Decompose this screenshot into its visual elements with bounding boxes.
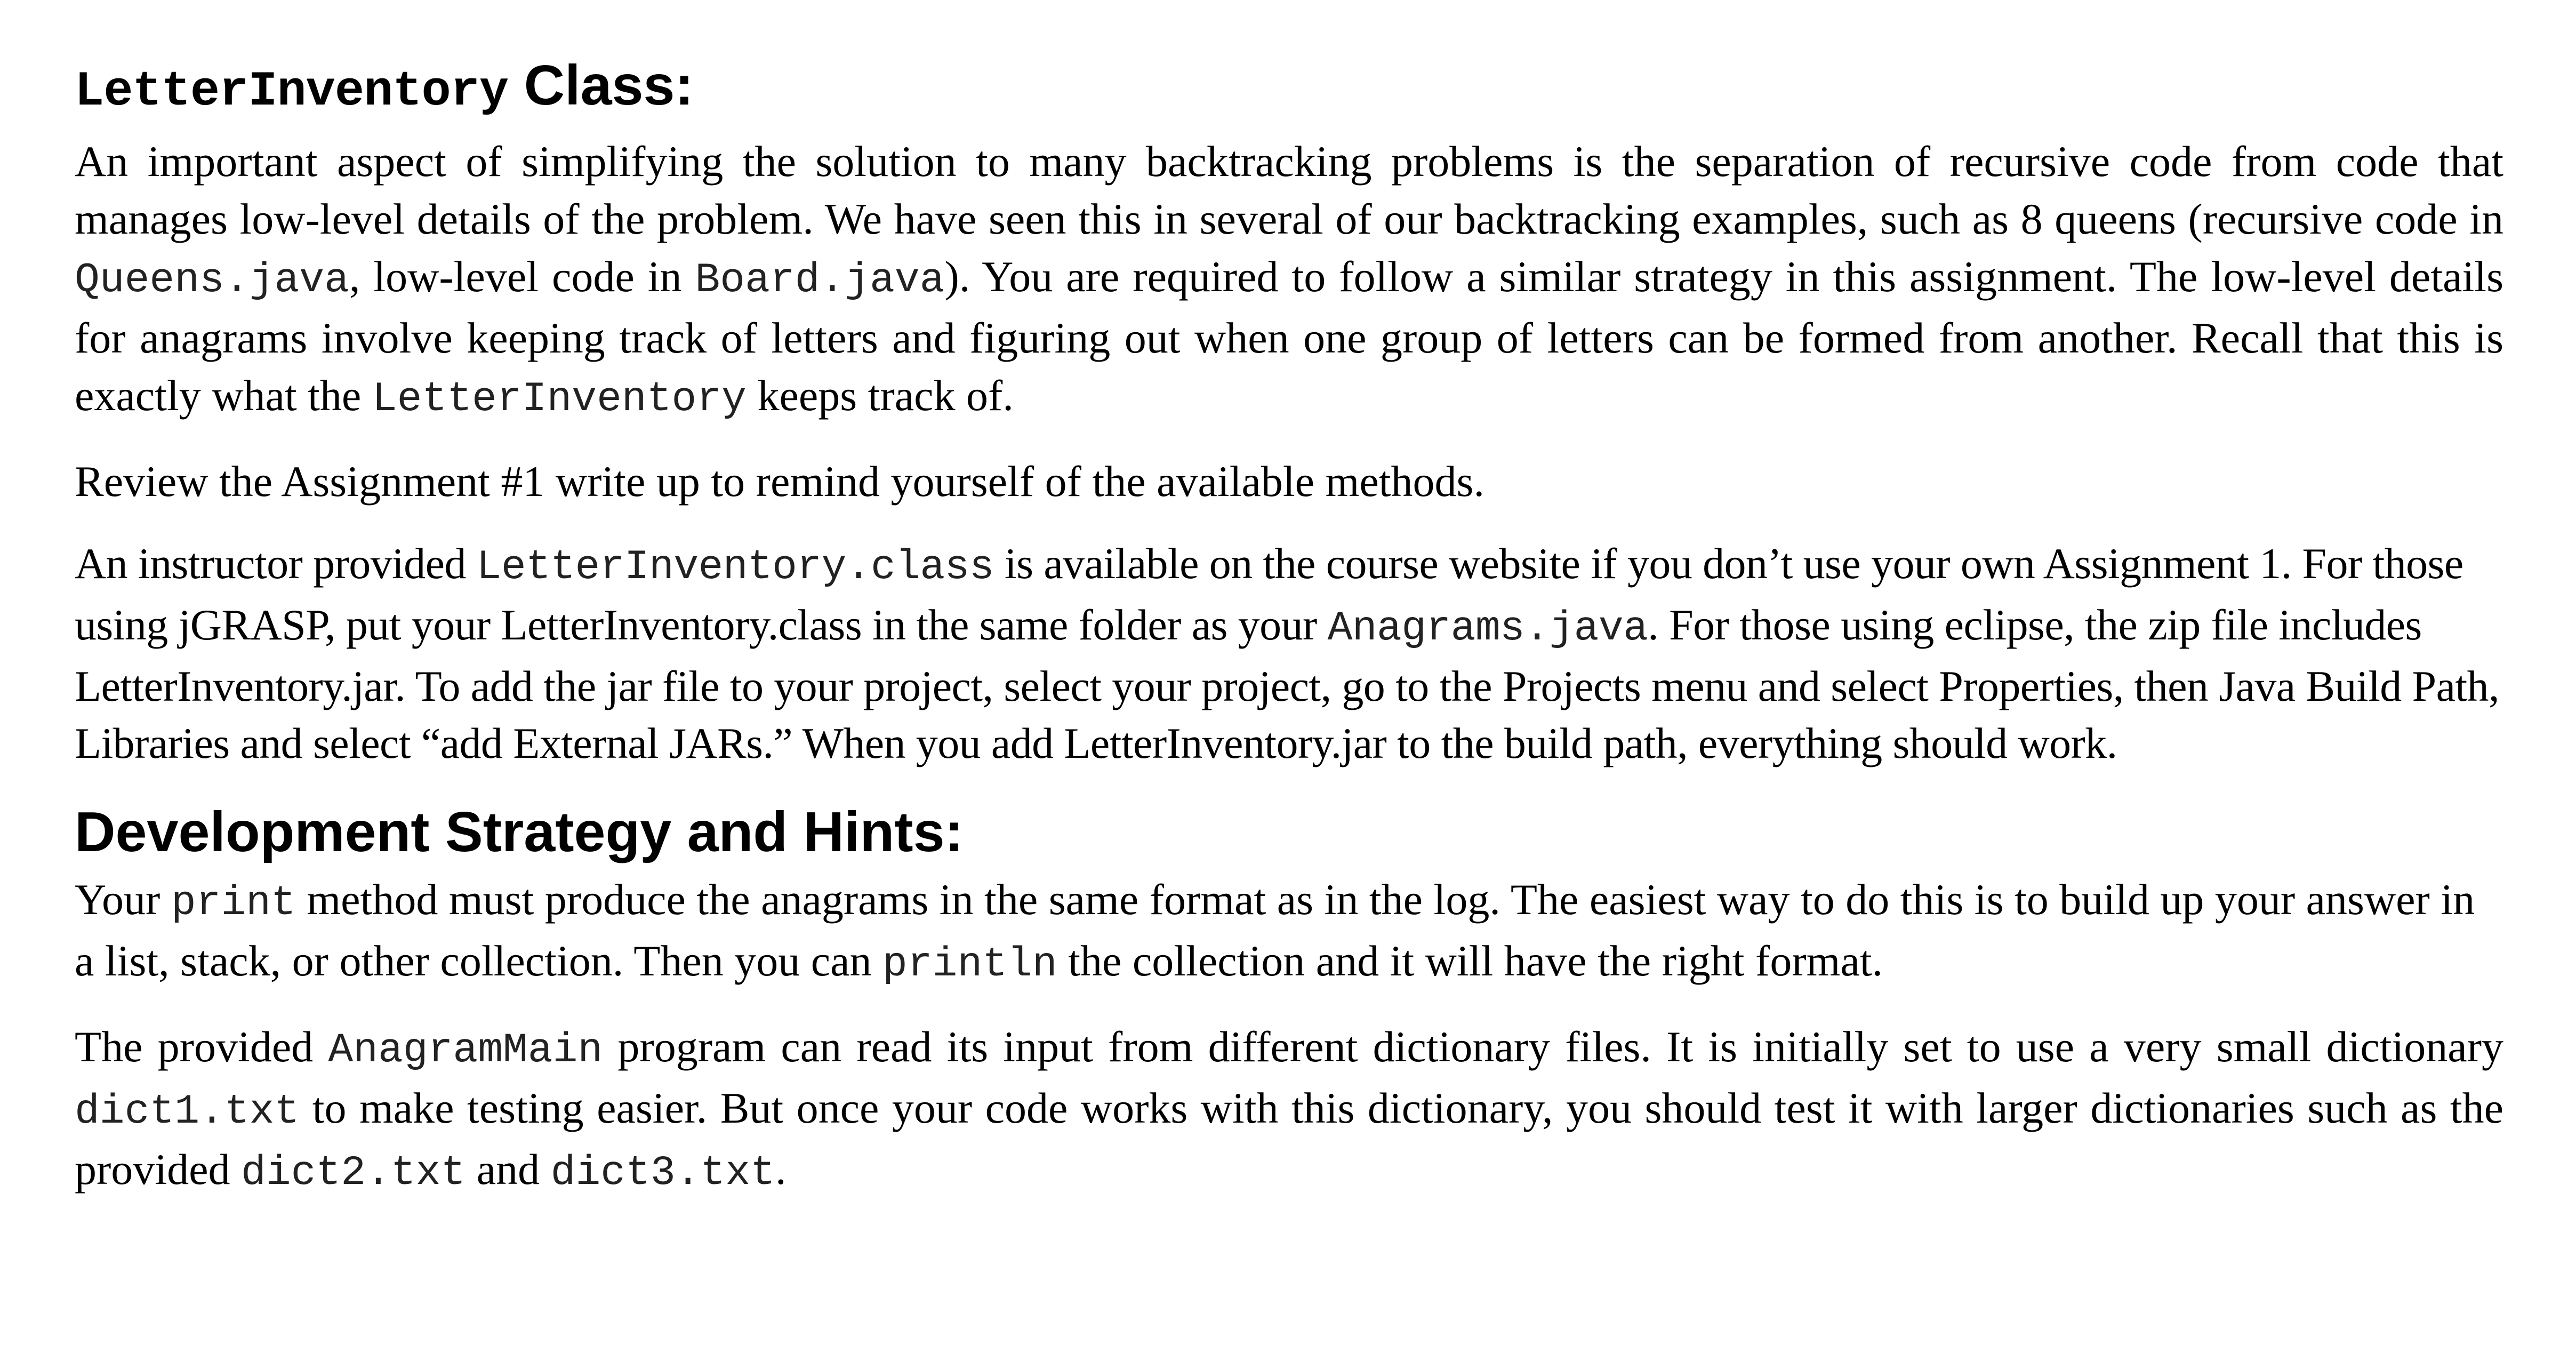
text-run: is available on the course website if you don’t use your own Assignment 1. For those using jGRASP, put your LetterInventory.class in the same folder as your (75, 539, 2463, 649)
text-run: . (775, 1145, 787, 1194)
code-letter-inventory-class: LetterInventory.class (476, 544, 994, 591)
text-run: An instructor provided (75, 539, 477, 588)
document-page (75, 51, 2503, 1227)
code-println: println (882, 941, 1057, 988)
text-run: and (466, 1145, 551, 1194)
code-anagrams-java: Anagrams.java (1327, 605, 1648, 652)
code-dict2-txt: dict2.txt (240, 1150, 466, 1197)
code-dict1-txt: dict1.txt (75, 1088, 300, 1135)
paragraph-instructor-provided (75, 535, 2503, 772)
paragraph-backtracking-separation (75, 133, 2503, 428)
code-anagram-main: AnagramMain (328, 1027, 603, 1074)
code-queens-java: Queens.java (75, 257, 349, 304)
text-run: . For those using eclipse, the zip file includes LetterInventory.jar. To add the jar file to your project, select your project, go to the Projects menu and select Properties, then Java Build Path, Libraries and select “add External JARs.” When you add LetterInventory.jar to the build path, everything should work. (75, 601, 2499, 767)
text-run: , low-level code in (349, 252, 695, 301)
paragraph-anagram-main (75, 1018, 2503, 1202)
text-run: keeps track of. (746, 371, 1014, 420)
code-print: print (171, 880, 296, 927)
text-run: ). You are required to follow a similar strategy in this assignment. The low-level details for anagrams involve keeping track of letters and figuring out when one group of letters can be formed from another. Recall that this is exactly what the (75, 252, 2503, 420)
code-board-java: Board.java (695, 257, 945, 304)
text-run: the collection and it will have the right format. (1057, 936, 1883, 985)
code-letter-inventory: LetterInventory (372, 376, 747, 423)
text-run: program can read its input from different dictionary files. It is initially set to use a very small dictionary (603, 1022, 2504, 1071)
text-run: to make testing easier. But once your code works with this dictionary, you should test it with larger dictionaries such as the provided (75, 1084, 2503, 1194)
text-run: An important aspect of simplifying the solution to many backtracking problems is the separation of recursive code from code that manages low-level details of the problem. We have seen this in several of our backtracking examples, such as 8 queens (recursive code in (75, 137, 2503, 243)
section-heading-letter-inventory (75, 51, 2503, 126)
paragraph-review-assignment: Review the Assignment #1 write up to remind yourself of the available methods. (75, 457, 1484, 506)
paragraph-print-method (75, 871, 2503, 994)
text-run: The provided (75, 1022, 328, 1071)
code-dict3-txt: dict3.txt (550, 1150, 775, 1197)
section-heading-development-strategy: Development Strategy and Hints: (75, 800, 964, 863)
text-run: Your (75, 875, 171, 924)
text-run: method must produce the anagrams in the same format as in the log. The easiest way to do this is to build up your answer in a list, stack, or other collection. Then you can (75, 875, 2475, 985)
heading-text: Class: (508, 54, 694, 117)
heading-code-term: LetterInventory (75, 63, 509, 119)
